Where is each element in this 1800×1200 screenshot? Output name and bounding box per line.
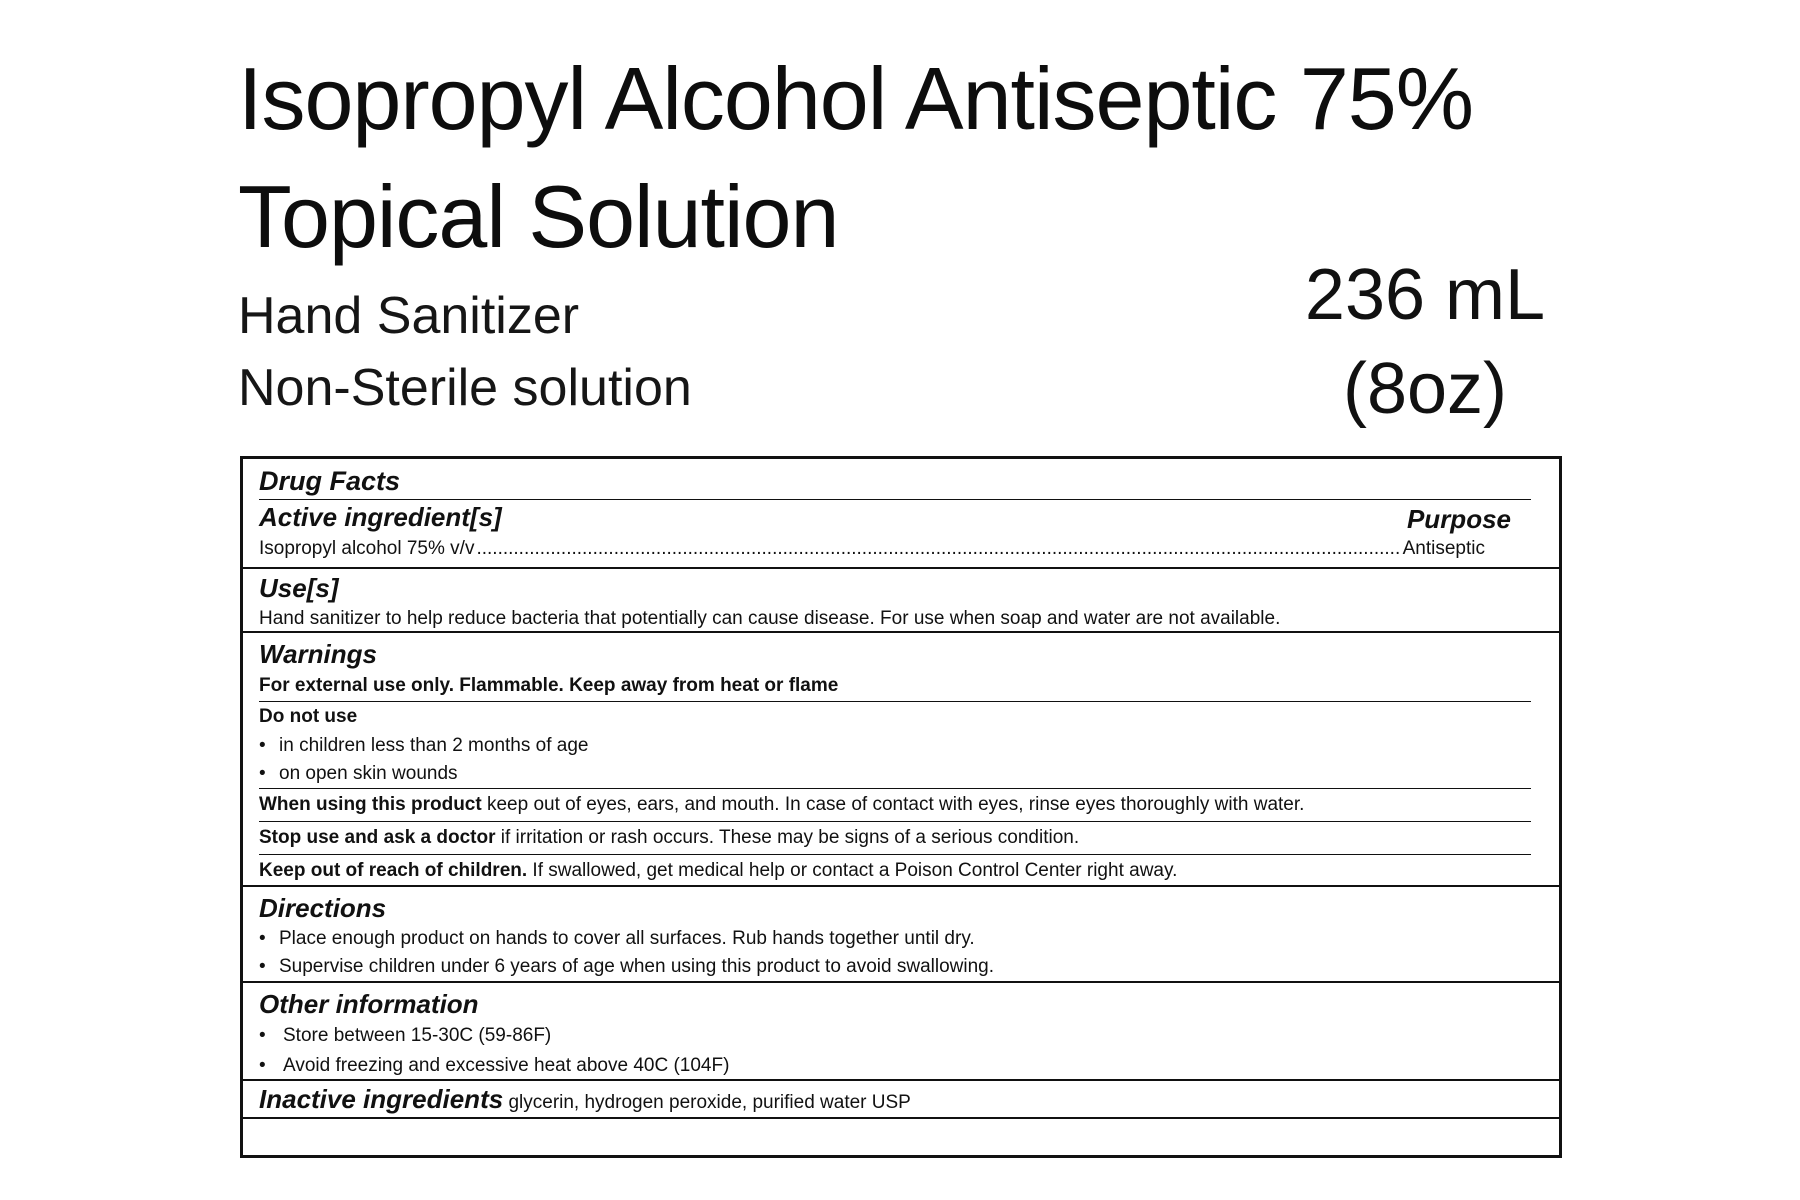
when-using-label: When using this product — [259, 794, 482, 815]
net-volume — [1270, 248, 1580, 436]
product-subtitle — [238, 280, 692, 424]
bullet: • — [259, 1025, 266, 1046]
do-not-use-item-text: in children less than 2 months of age — [279, 735, 589, 756]
uses-section — [243, 569, 1559, 633]
other-information-heading: Other information — [259, 989, 479, 1019]
other-information-section — [243, 983, 1559, 1081]
product-subtitle-line-2: Non-Sterile solution — [238, 359, 692, 417]
leader-dots — [476, 536, 1400, 562]
directions-item — [259, 925, 1531, 953]
directions-section — [243, 887, 1559, 983]
keep-out-text: If swallowed, get medical help or contact a Poison Control Center right away. — [527, 860, 1178, 881]
product-subtitle-line-1: Hand Sanitizer — [238, 287, 580, 345]
do-not-use-item — [259, 760, 1531, 789]
do-not-use-item-text: on open skin wounds — [279, 763, 458, 784]
uses-text: Hand sanitizer to help reduce bacteria that potentially can cause disease. For use when soap and water are not available. — [259, 608, 1281, 629]
keep-out-of-reach-warning — [259, 855, 1531, 887]
bullet: • — [259, 1055, 266, 1076]
directions-heading: Directions — [259, 893, 387, 923]
stop-use-label: Stop use and ask a doctor — [259, 827, 496, 848]
purpose-heading: Purpose — [1406, 504, 1511, 534]
inactive-ingredients-heading: Inactive ingredients — [259, 1084, 504, 1114]
do-not-use-item — [259, 732, 1531, 760]
uses-heading: Use[s] — [259, 573, 339, 603]
bullet: • — [259, 956, 266, 977]
active-ingredient-heading: Active ingredient[s] — [259, 502, 502, 532]
other-information-item-text: Avoid freezing and excessive heat above 40C (104F) — [283, 1055, 730, 1076]
product-title — [238, 40, 1473, 276]
drug-facts-panel — [240, 456, 1562, 1158]
directions-item — [259, 953, 1531, 981]
warnings-heading: Warnings — [259, 639, 377, 669]
bullet: • — [259, 928, 266, 949]
external-use-warning: For external use only. Flammable. Keep away from heat or flame — [259, 671, 1531, 702]
active-ingredient-section — [243, 459, 1559, 569]
drug-facts-heading: Drug Facts — [259, 463, 1531, 500]
stop-use-text: if irritation or rash occurs. These may be signs of a serious condition. — [495, 827, 1080, 848]
bullet: • — [259, 763, 266, 784]
warnings-section — [243, 633, 1559, 887]
other-information-item-text: Store between 15-30C (59-86F) — [283, 1025, 552, 1046]
active-ingredient-purpose: Antiseptic — [1402, 538, 1485, 559]
active-ingredient-header — [259, 500, 1531, 536]
active-ingredient-row — [259, 536, 1531, 562]
inactive-ingredients-text: glycerin, hydrogen peroxide, purified water USP — [503, 1092, 911, 1113]
when-using-warning — [259, 789, 1531, 822]
product-title-line-2: Topical Solution — [238, 167, 839, 266]
stop-use-warning — [259, 822, 1531, 855]
empty-bottom-row — [243, 1119, 1559, 1153]
directions-item-text: Place enough product on hands to cover all surfaces. Rub hands together until dry. — [279, 928, 975, 949]
bullet: • — [259, 735, 266, 756]
other-information-item — [259, 1021, 1531, 1051]
active-ingredient-name: Isopropyl alcohol 75% v/v — [259, 538, 475, 559]
do-not-use-heading: Do not use — [259, 706, 358, 727]
volume-ml: 236 mL — [1304, 255, 1546, 335]
directions-item-text: Supervise children under 6 years of age when using this product to avoid swallowing. — [279, 956, 995, 977]
product-title-line-1: Isopropyl Alcohol Antiseptic 75% — [238, 49, 1473, 148]
inactive-ingredients-section — [243, 1081, 1559, 1119]
other-information-item — [259, 1051, 1531, 1081]
when-using-text: keep out of eyes, ears, and mouth. In case of contact with eyes, rinse eyes thoroughly with water. — [481, 794, 1305, 815]
keep-out-label: Keep out of reach of children. — [259, 860, 528, 881]
volume-oz: (8oz) — [1342, 349, 1508, 429]
